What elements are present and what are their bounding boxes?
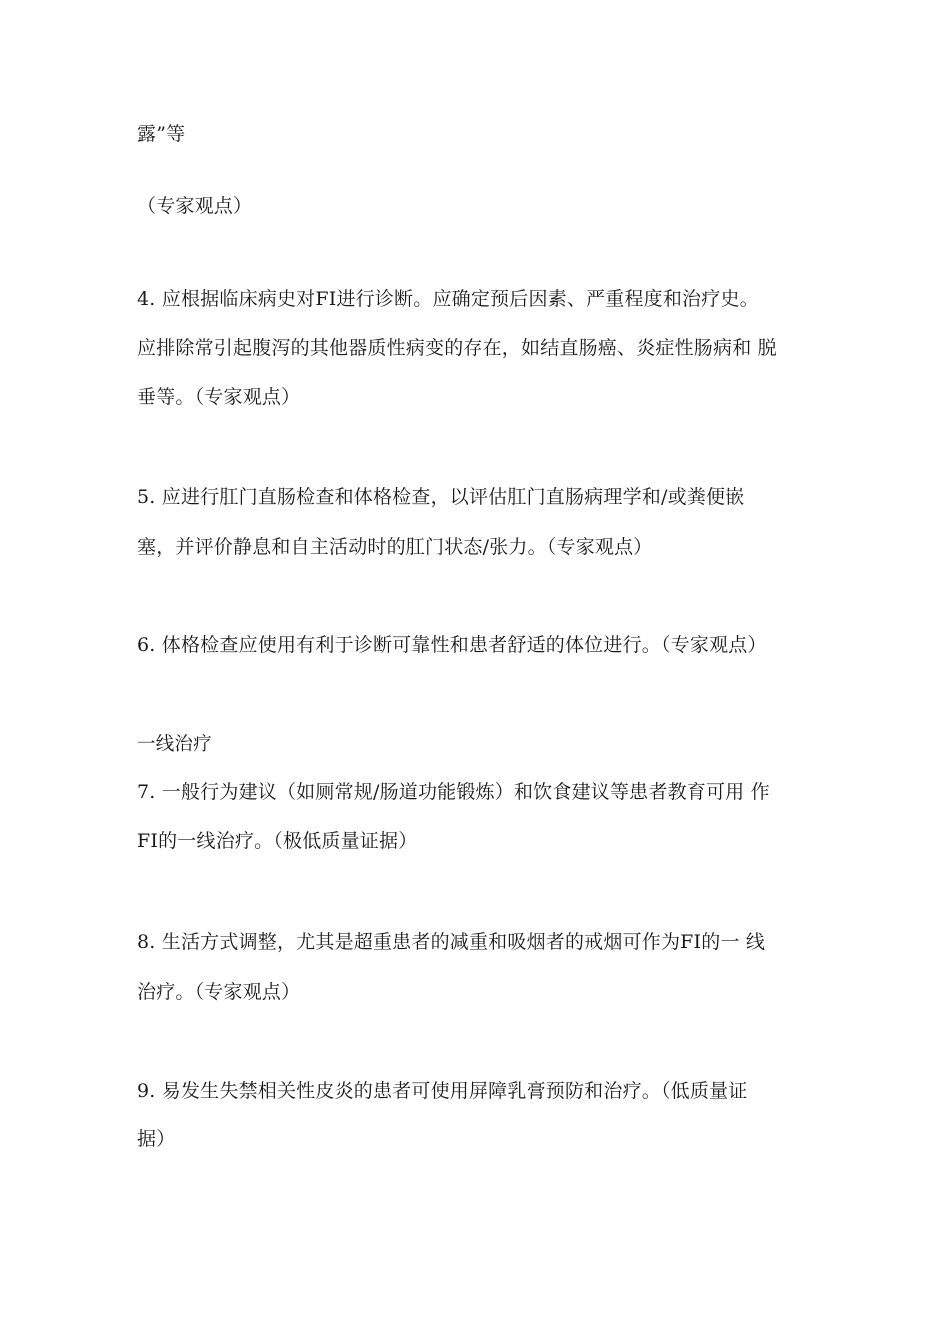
recommendation-6-line-1: 6. 体格检查应使用有利于诊断可靠性和患者舒适的体位进行。（专家观点）	[137, 634, 767, 656]
recommendation-4-line-1: 4. 应根据临床病史对FI进行诊断。应确定预后因素、严重程度和治疗史。	[137, 288, 759, 310]
section-heading-first-line-treatment: 一线治疗	[137, 734, 212, 755]
recommendation-8-line-2: 治疗。（专家观点）	[137, 981, 301, 1003]
recommendation-8-line-1: 8. 生活方式调整，尤其是超重患者的减重和吸烟者的戒烟可作为FI的一 线	[137, 931, 766, 953]
recommendation-5-line-2: 塞，并评价静息和自主活动时的肛门状态/张力。（专家观点）	[137, 536, 653, 558]
recommendation-5-line-1: 5. 应进行肛门直肠检查和体格检查，以评估肛门直肠病理学和/或粪便嵌	[137, 486, 745, 508]
recommendation-9-line-1: 9. 易发生失禁相关性皮炎的患者可使用屏障乳膏预防和治疗。（低质量证	[137, 1080, 748, 1102]
recommendation-7-line-2: FI的一线治疗。（极低质量证据）	[137, 830, 418, 852]
recommendation-9-line-2: 据）	[137, 1128, 176, 1150]
text-line-expert-note: （专家观点）	[137, 195, 253, 217]
recommendation-7-line-1: 7. 一般行为建议（如厕常规/肠道功能锻炼）和饮食建议等患者教育可用 作	[137, 781, 770, 803]
recommendation-4-line-3: 垂等。（专家观点）	[137, 386, 301, 408]
text-line-continuation: 露”等	[137, 123, 186, 145]
recommendation-4-line-2: 应排除常引起腹泻的其他器质性病变的存在，如结直肠癌、炎症性肠病和 脱	[137, 337, 777, 359]
